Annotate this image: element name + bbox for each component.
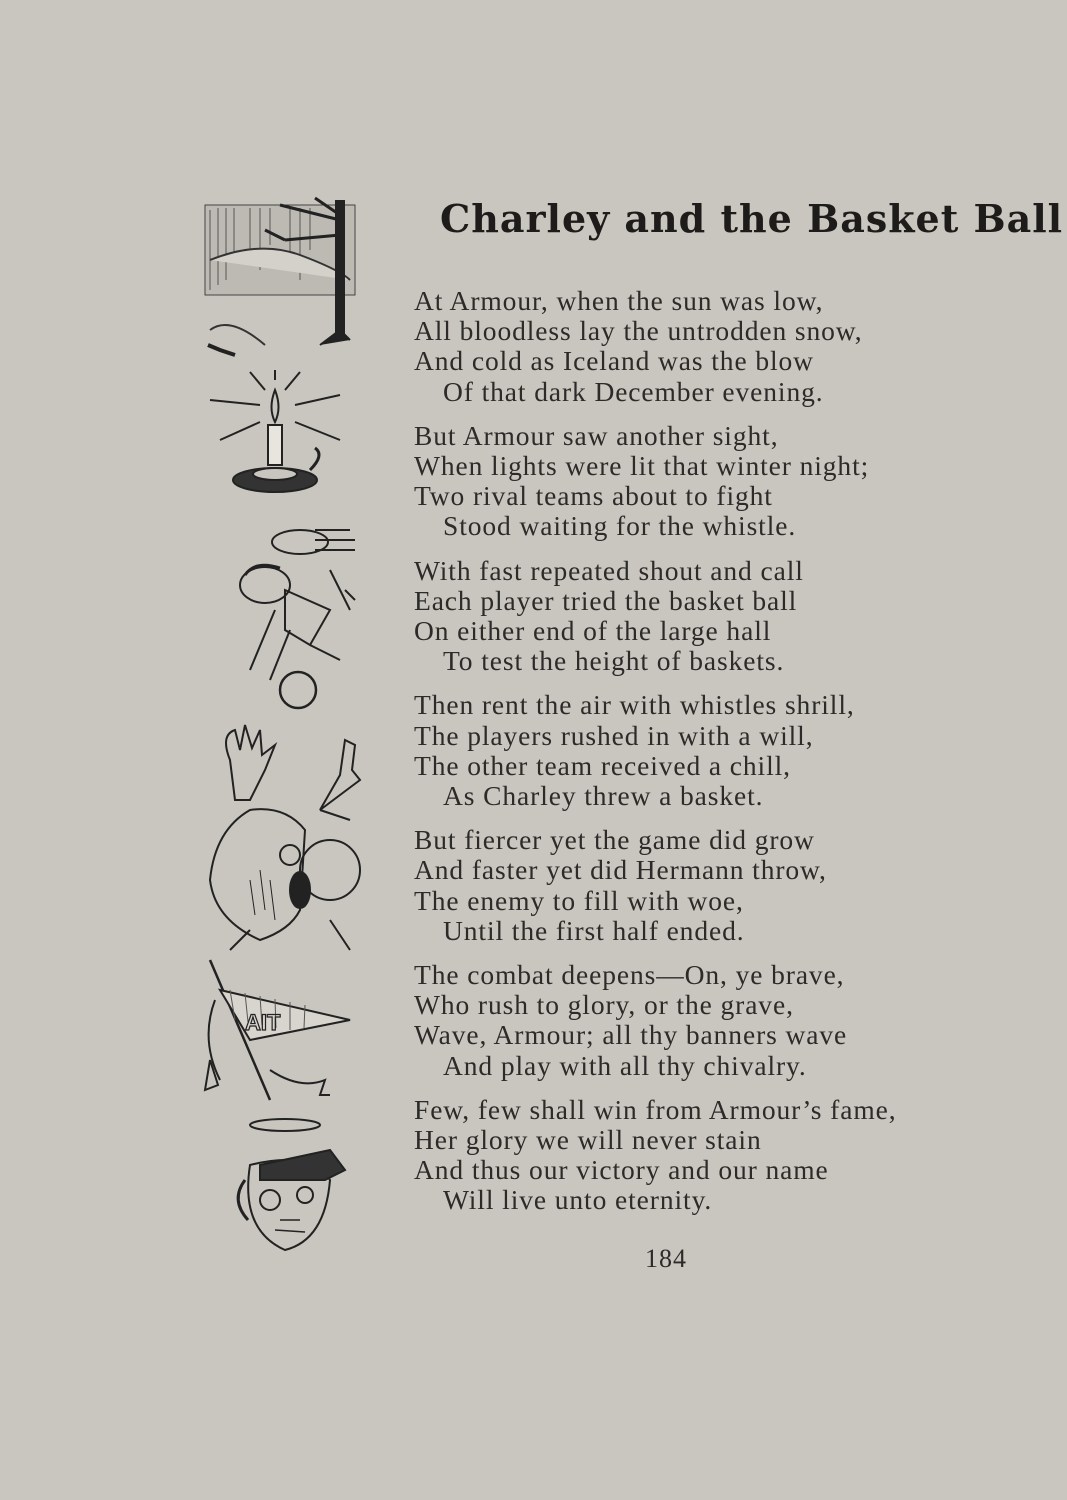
stanza	[414, 421, 934, 542]
poem-line: The other team received a chill,	[414, 749, 791, 781]
basketball-icon	[280, 672, 316, 708]
poem-line: The enemy to fill with woe,	[414, 884, 744, 916]
poem-line: On either end of the large hall	[414, 615, 772, 647]
poem-line: As Charley threw a basket.	[443, 780, 764, 812]
stanza	[414, 1095, 934, 1216]
poem-line: To test the height of baskets.	[443, 645, 785, 677]
stanza	[414, 690, 934, 811]
poem-line: At Armour, when the sun was low,	[414, 285, 824, 316]
candle-icon	[210, 370, 340, 492]
poem-line: Until the first half ended.	[443, 914, 745, 946]
poem-line: And faster yet did Hermann throw,	[414, 854, 827, 886]
poem-line: When lights were lit that winter night;	[414, 450, 870, 482]
poem-line: And play with all thy chivalry.	[443, 1049, 807, 1081]
stanza	[414, 960, 934, 1081]
winter-tree-icon	[205, 198, 355, 355]
poem-line: The players rushed in with a will,	[414, 719, 814, 751]
poem-line: Two rival teams about to fight	[414, 480, 773, 512]
poem-line: Stood waiting for the whistle.	[443, 510, 797, 542]
poem-line: But Armour saw another sight,	[414, 419, 779, 451]
stanza	[414, 556, 934, 677]
poem-line: But fiercer yet the game did grow	[414, 824, 815, 856]
margin-illustrations	[190, 190, 370, 1270]
poem-line: Who rush to glory, or the grave,	[414, 989, 794, 1021]
player-shouting-icon	[210, 809, 360, 950]
poem-line: Of that dark December evening.	[443, 375, 824, 407]
poem-line: All bloodless lay the untrodden snow,	[414, 315, 863, 347]
page-number: 184	[645, 1244, 687, 1273]
poem-body	[414, 286, 934, 1230]
poem-line: Her glory we will never stain	[414, 1124, 762, 1156]
poem-line: With fast repeated shout and call	[414, 554, 804, 586]
poem-line: The combat deepens—On, ye brave,	[414, 959, 845, 991]
poem-line: And cold as Iceland was the blow	[414, 345, 814, 377]
poem-line: Each player tried the basket ball	[414, 584, 798, 616]
poem-title: Charley and the Basket Ball	[440, 196, 1064, 241]
poem-line: Then rent the air with whistles shrill,	[414, 689, 855, 721]
poem-line: And thus our victory and our name	[414, 1154, 829, 1186]
player-falling-icon	[240, 530, 355, 680]
hands-icon	[226, 725, 360, 810]
stanza	[414, 286, 934, 407]
pennant-icon	[205, 960, 350, 1100]
poem-line: Wave, Armour; all thy banners wave	[414, 1019, 848, 1051]
bandaged-face-icon	[238, 1119, 345, 1250]
stanza	[414, 825, 934, 946]
pennant-label: AIT	[245, 1010, 281, 1035]
poem-line: Will live unto eternity.	[443, 1184, 713, 1216]
poem-line: Few, few shall win from Armour’s fame,	[414, 1093, 897, 1125]
